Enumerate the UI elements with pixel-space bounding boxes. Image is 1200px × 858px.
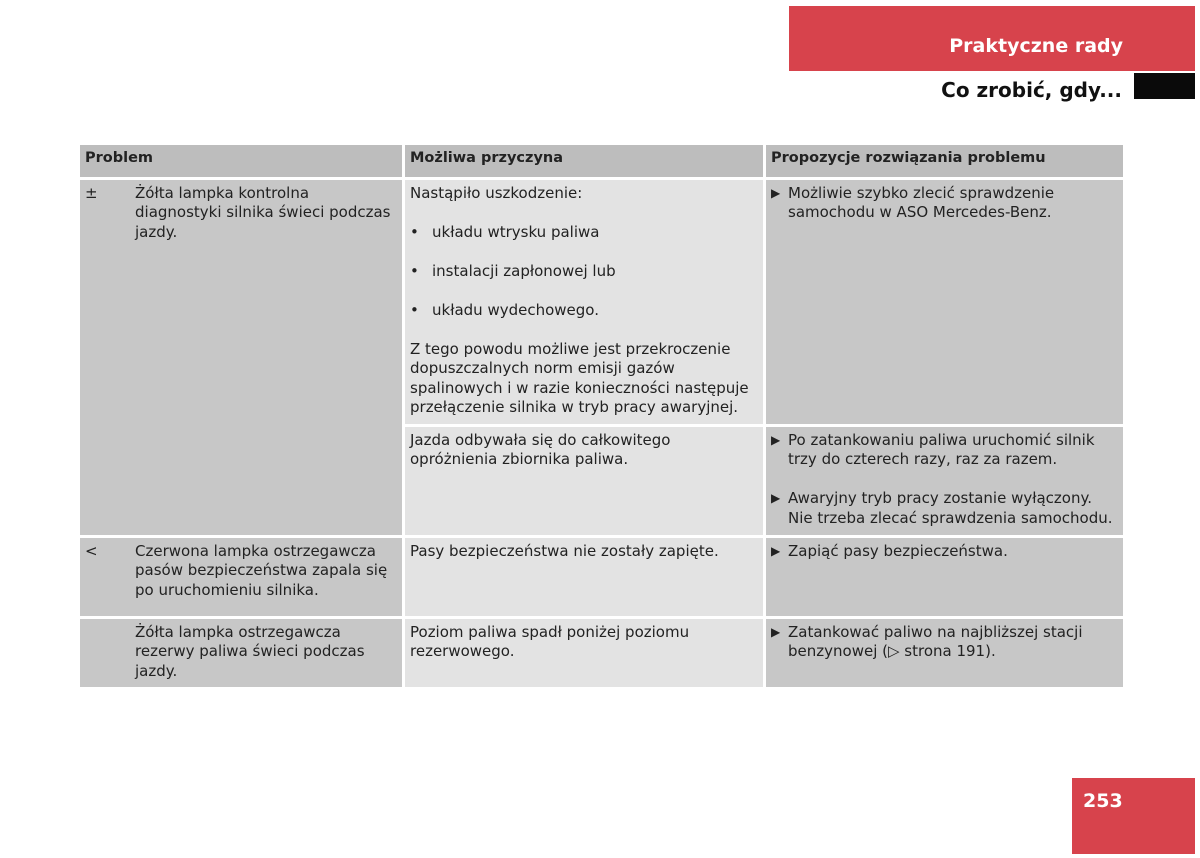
bullet-icon: • [410, 222, 419, 241]
troubleshooting-table [77, 142, 1126, 690]
cause-intro: Nastąpiło uszkodzenie: [410, 183, 583, 202]
solution-step [771, 489, 1117, 528]
header-cause: Możliwa przyczyna [404, 144, 765, 179]
list-item-text: instalacji zapłonowej lub [432, 261, 616, 280]
problem-text: Żółta lampka ostrzegawcza rezerwy paliwa świeci podczas jazdy. [135, 622, 365, 680]
cause-cell [404, 178, 765, 425]
bullet-icon: • [410, 261, 419, 280]
solution-step [771, 542, 1117, 562]
header-problem: Problem [79, 144, 404, 179]
solution-cell [765, 617, 1125, 689]
problem-text: Czerwona lampka ostrzegawcza pasów bezpieczeństwa zapala się po uruchomieniu silnika. [135, 541, 388, 599]
fuel-reserve-lamp-symbol [85, 623, 135, 682]
arrow-right-icon: ▶ [771, 185, 781, 200]
list-item [410, 262, 757, 282]
cause-cell: Jazda odbywała się do całkowitego opróżnienia zbiornika paliwa. [404, 425, 765, 536]
solution-text: Zapiąć pasy bezpieczeństwa. [788, 541, 1008, 560]
chapter-title: Co zrobić, gdy... [941, 78, 1122, 102]
chapter-marker [1134, 73, 1195, 99]
list-item-text: układu wydechowego. [432, 300, 599, 319]
solution-step [771, 623, 1117, 662]
arrow-right-icon: ▶ [771, 432, 781, 447]
list-item [410, 301, 757, 321]
bullet-icon: • [410, 300, 419, 319]
arrow-right-icon: ▶ [771, 624, 781, 639]
engine-diagnostics-lamp-symbol: ± [85, 183, 98, 202]
section-tab: Praktyczne rady [789, 6, 1195, 71]
problem-cell [79, 536, 404, 617]
page-number: 253 [1072, 778, 1195, 854]
solution-text: Możliwie szybko zlecić sprawdzenie samochodu w ASO Mercedes-Benz. [788, 183, 1055, 221]
solution-text: Awaryjny tryb pracy zostanie wyłączony. Nie trzeba zlecać sprawdzenia samochodu. [788, 489, 1113, 527]
problem-cell [79, 617, 404, 689]
problem-cell [79, 178, 404, 536]
list-item-text: układu wtrysku paliwa [432, 222, 600, 241]
cause-note: Z tego powodu możliwe jest przekroczenie dopuszczalnych norm emisji gazów spalinowych i w razie konieczności następuje przełączenie silnika w tryb pracy awaryjnej. [410, 339, 749, 416]
solution-step [771, 184, 1117, 223]
table-row [79, 617, 1125, 689]
table-header-row [79, 144, 1125, 179]
solution-step [771, 431, 1117, 470]
header-solution: Propozycje rozwiązania problemu [765, 144, 1125, 179]
seatbelt-lamp-symbol: < [85, 541, 98, 560]
arrow-right-icon: ▶ [771, 543, 781, 558]
solution-cell [765, 536, 1125, 617]
solution-text: Po zatankowaniu paliwa uruchomić silnik trzy do czterech razy, raz za razem. [788, 430, 1095, 468]
solution-cell [765, 425, 1125, 536]
table-row [79, 178, 1125, 425]
cause-cell: Pasy bezpieczeństwa nie zostały zapięte. [404, 536, 765, 617]
arrow-right-icon: ▶ [771, 491, 781, 505]
list-item [410, 223, 757, 243]
solution-cell [765, 178, 1125, 425]
table-row [79, 536, 1125, 617]
solution-text: Zatankować paliwo na najbliższej stacji benzynowej (▷ strona 191). [788, 622, 1083, 660]
cause-cell: Poziom paliwa spadł poniżej poziomu rezerwowego. [404, 617, 765, 689]
problem-text: Żółta lampka kontrolna diagnostyki silnika świeci podczas jazdy. [135, 183, 391, 241]
